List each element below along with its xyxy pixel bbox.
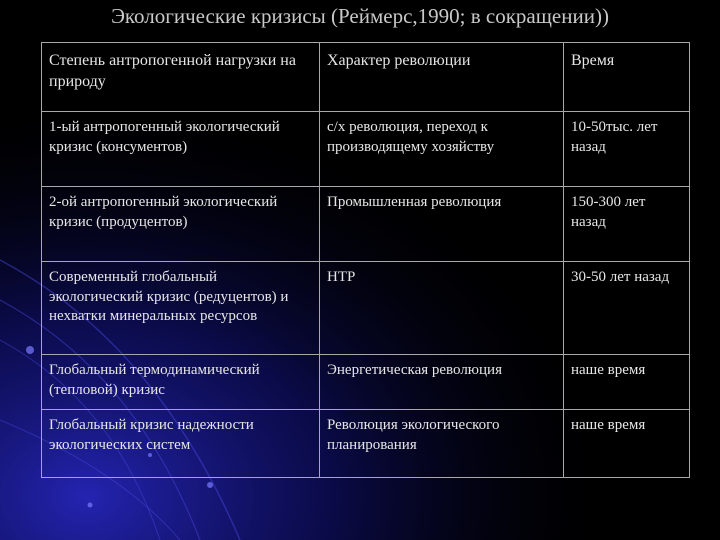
table-header-row (42, 43, 690, 112)
cell-crisis: Современный глобальный экологический кризис (редуцентов) и нехватки минеральных ресурсов (42, 262, 320, 355)
table-row (42, 112, 690, 187)
cell-revolution: НТР (320, 262, 564, 355)
cell-revolution: Промышленная революция (320, 187, 564, 262)
crises-table (41, 42, 690, 478)
header-cell-revolution: Характер революции (320, 43, 564, 112)
cell-crisis: 1-ый антропогенный экологический кризис (консументов) (42, 112, 320, 187)
table-row (42, 262, 690, 355)
table-row (42, 355, 690, 410)
cell-crisis: Глобальный термодинамический (тепловой) кризис (42, 355, 320, 410)
cell-time: 150-300 лет назад (564, 187, 690, 262)
cell-revolution: Энергетическая революция (320, 355, 564, 410)
cell-time: наше время (564, 355, 690, 410)
table-row (42, 187, 690, 262)
cell-time: наше время (564, 410, 690, 478)
cell-crisis: Глобальный кризис надежности экологических систем (42, 410, 320, 478)
cell-revolution: Революция экологического планирования (320, 410, 564, 478)
header-cell-time: Время (564, 43, 690, 112)
table-row (42, 410, 690, 478)
cell-time: 10-50тыс. лет назад (564, 112, 690, 187)
header-cell-load: Степень антропогенной нагрузки на природу (42, 43, 320, 112)
cell-time: 30-50 лет назад (564, 262, 690, 355)
slide-title: Экологические кризисы (Реймерс,1990; в сокращении)) (111, 4, 609, 28)
cell-revolution: с/х революция, переход к производящему хозяйству (320, 112, 564, 187)
cell-crisis: 2-ой антропогенный экологический кризис (продуцентов) (42, 187, 320, 262)
